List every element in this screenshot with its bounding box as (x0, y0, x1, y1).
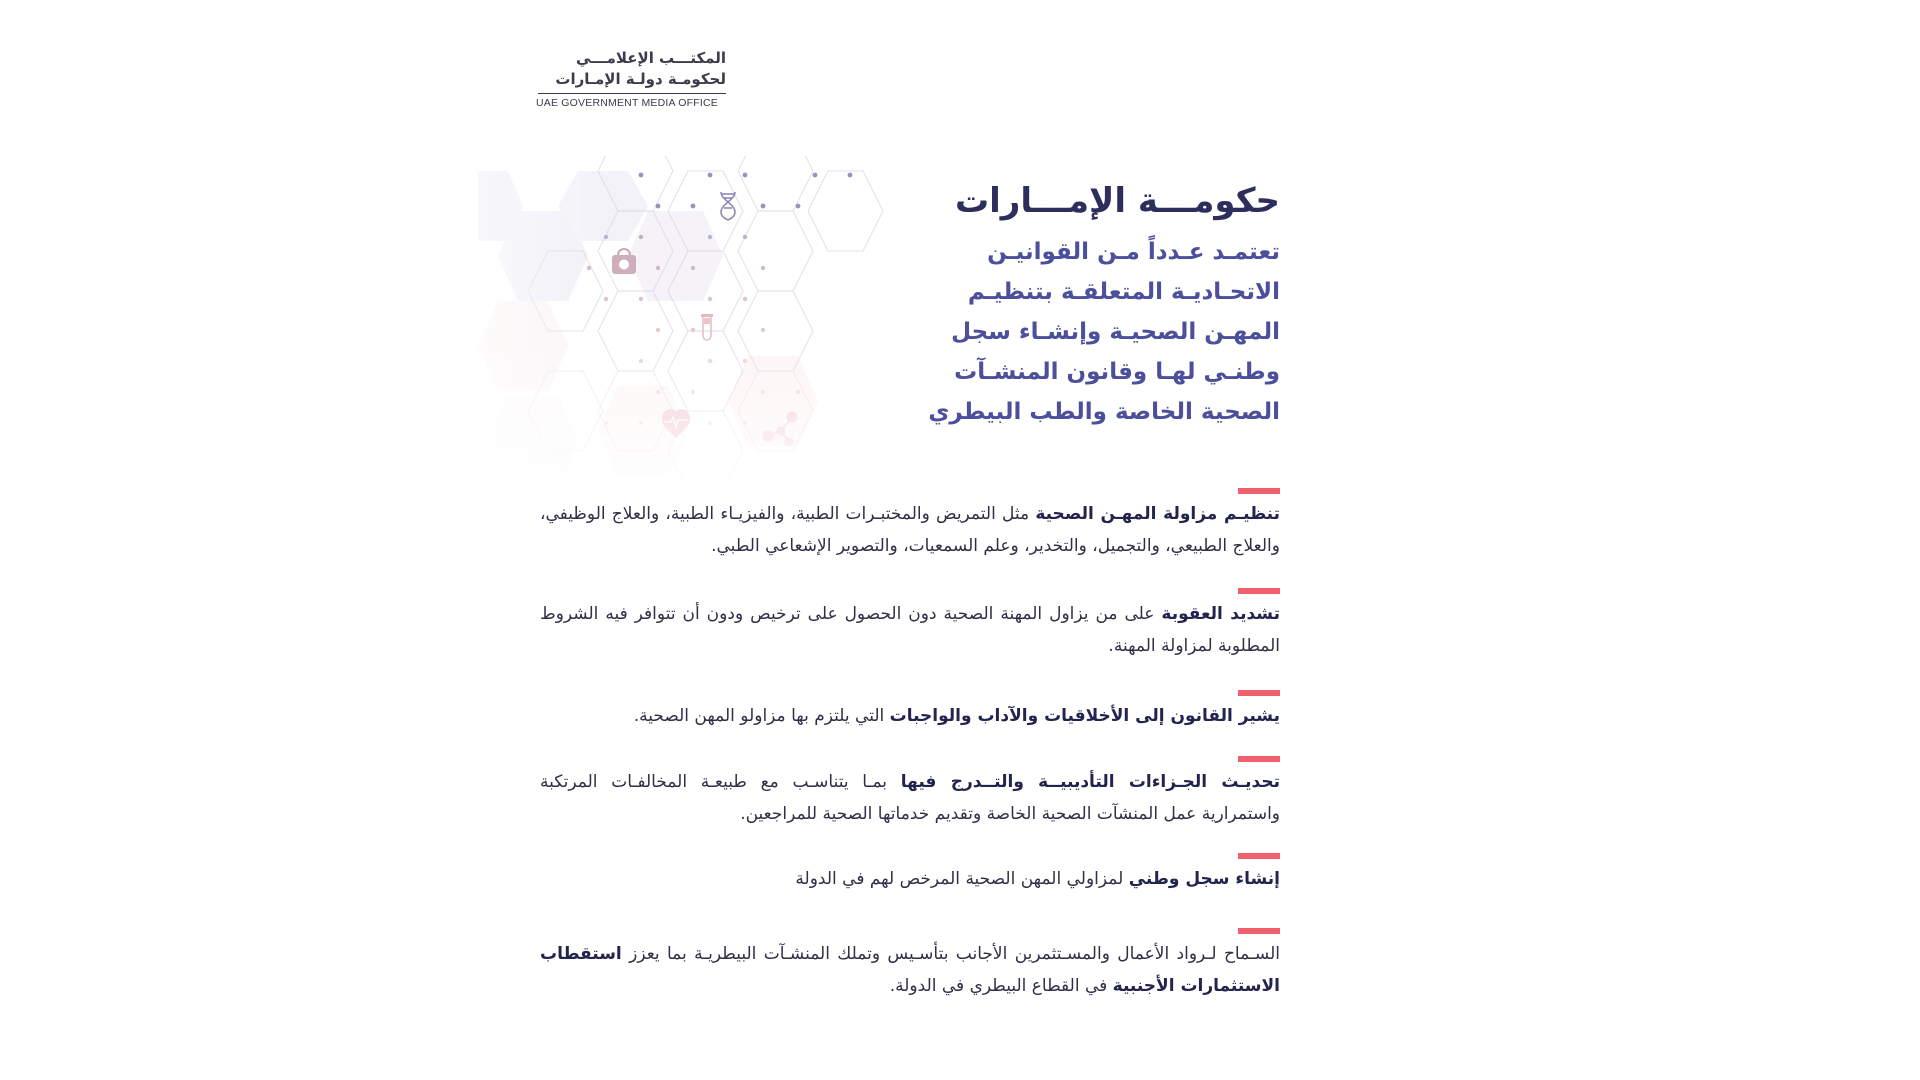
heading-block (860, 178, 1280, 432)
logo-arabic-line-2: لحكومـة دولـة الإمـارات (555, 70, 726, 88)
item-text (540, 598, 1280, 662)
subtitle-line: الاتحـاديـة المتعلقـة بتنظيـم (967, 279, 1280, 305)
accent-bar (1238, 756, 1280, 762)
accent-bar (1238, 853, 1280, 859)
item-body-text: لمزاولي المهن الصحية المرخص لهم في الدولة (795, 869, 1129, 889)
item-body-text: على من يزاول المهنة الصحية دون الحصول على ترخيص ودون أن تتوافر فيه الشروط المطلوبة لمزاولة المهنة. (540, 604, 1280, 656)
accent-bar (1238, 928, 1280, 934)
item-text (540, 766, 1280, 830)
accent-bar (1238, 488, 1280, 494)
item-body-text: التي يلتزم بها مزاولو المهن الصحية. (633, 706, 890, 726)
item-bold-text: إنشاء سجل وطني (1128, 869, 1280, 889)
uae-government-media-office-logo (536, 48, 726, 109)
hexagon-medical-background (478, 156, 898, 486)
item-body-text: مثل التمريض والمختبـرات الطبية، والفيزيـاء الطبية، والعلاج الوظيفي، والعلاج الطبيعي، والتجميل، والتخدير، وعلم السمعيات، والتصوير الإشعاعي الطبي. (540, 504, 1280, 556)
subtitle-line: وطنـي لهـا وقانون المنشـآت (954, 359, 1280, 385)
item-bold-text: تنظيـم مزاولة المهـن الصحية (1035, 504, 1280, 524)
item-bold-text: استقطاب الاستثمارات الأجنبية (540, 944, 1280, 996)
logo-divider (538, 93, 726, 94)
item-tail-text: في القطاع البيطري في الدولة. (889, 976, 1113, 996)
item-bold-text: تحديـث الجـزاءات التأديبيــة والتــدرج فيها (900, 772, 1281, 792)
item-text (540, 938, 1280, 1002)
item-text (540, 700, 1280, 732)
item-bold-text: يشير القانون إلى الأخلاقيات والآداب والواجبات (889, 706, 1280, 726)
subtitle-line: الصحية الخاصة والطب البيطري (928, 399, 1280, 425)
item-body-text: السـماح لـرواد الأعمال والمسـتثمرين الأجانب بتأسـيس وتملك المنشـآت البيطريـة بما يعزز (621, 944, 1280, 964)
subtitle-line: المهـن الصحيـة وإنشـاء سجل (951, 319, 1280, 345)
accent-bar (1238, 588, 1280, 594)
accent-bar (1238, 690, 1280, 696)
logo-arabic-line-1: المكتـــب الإعلامـــي (576, 49, 726, 67)
item-text (540, 498, 1280, 562)
page-subtitle (860, 232, 1280, 432)
logo-english-text: UAE GOVERNMENT MEDIA OFFICE (536, 97, 718, 109)
item-bold-text: تشديد العقوبة (1161, 604, 1280, 624)
item-body-text: بمـا يتناسـب مع طبيعـة المخالفـات المرتكبة واستمرارية عمل المنشآت الصحية الخاصة وتقديم خدماتها الصحية للمراجعين. (540, 772, 1280, 824)
page-title: حكومـــة الإمـــارات (954, 181, 1280, 221)
item-text (540, 863, 1280, 895)
subtitle-line: تعتمـد عـدداً مـن القوانيـن (987, 239, 1280, 265)
